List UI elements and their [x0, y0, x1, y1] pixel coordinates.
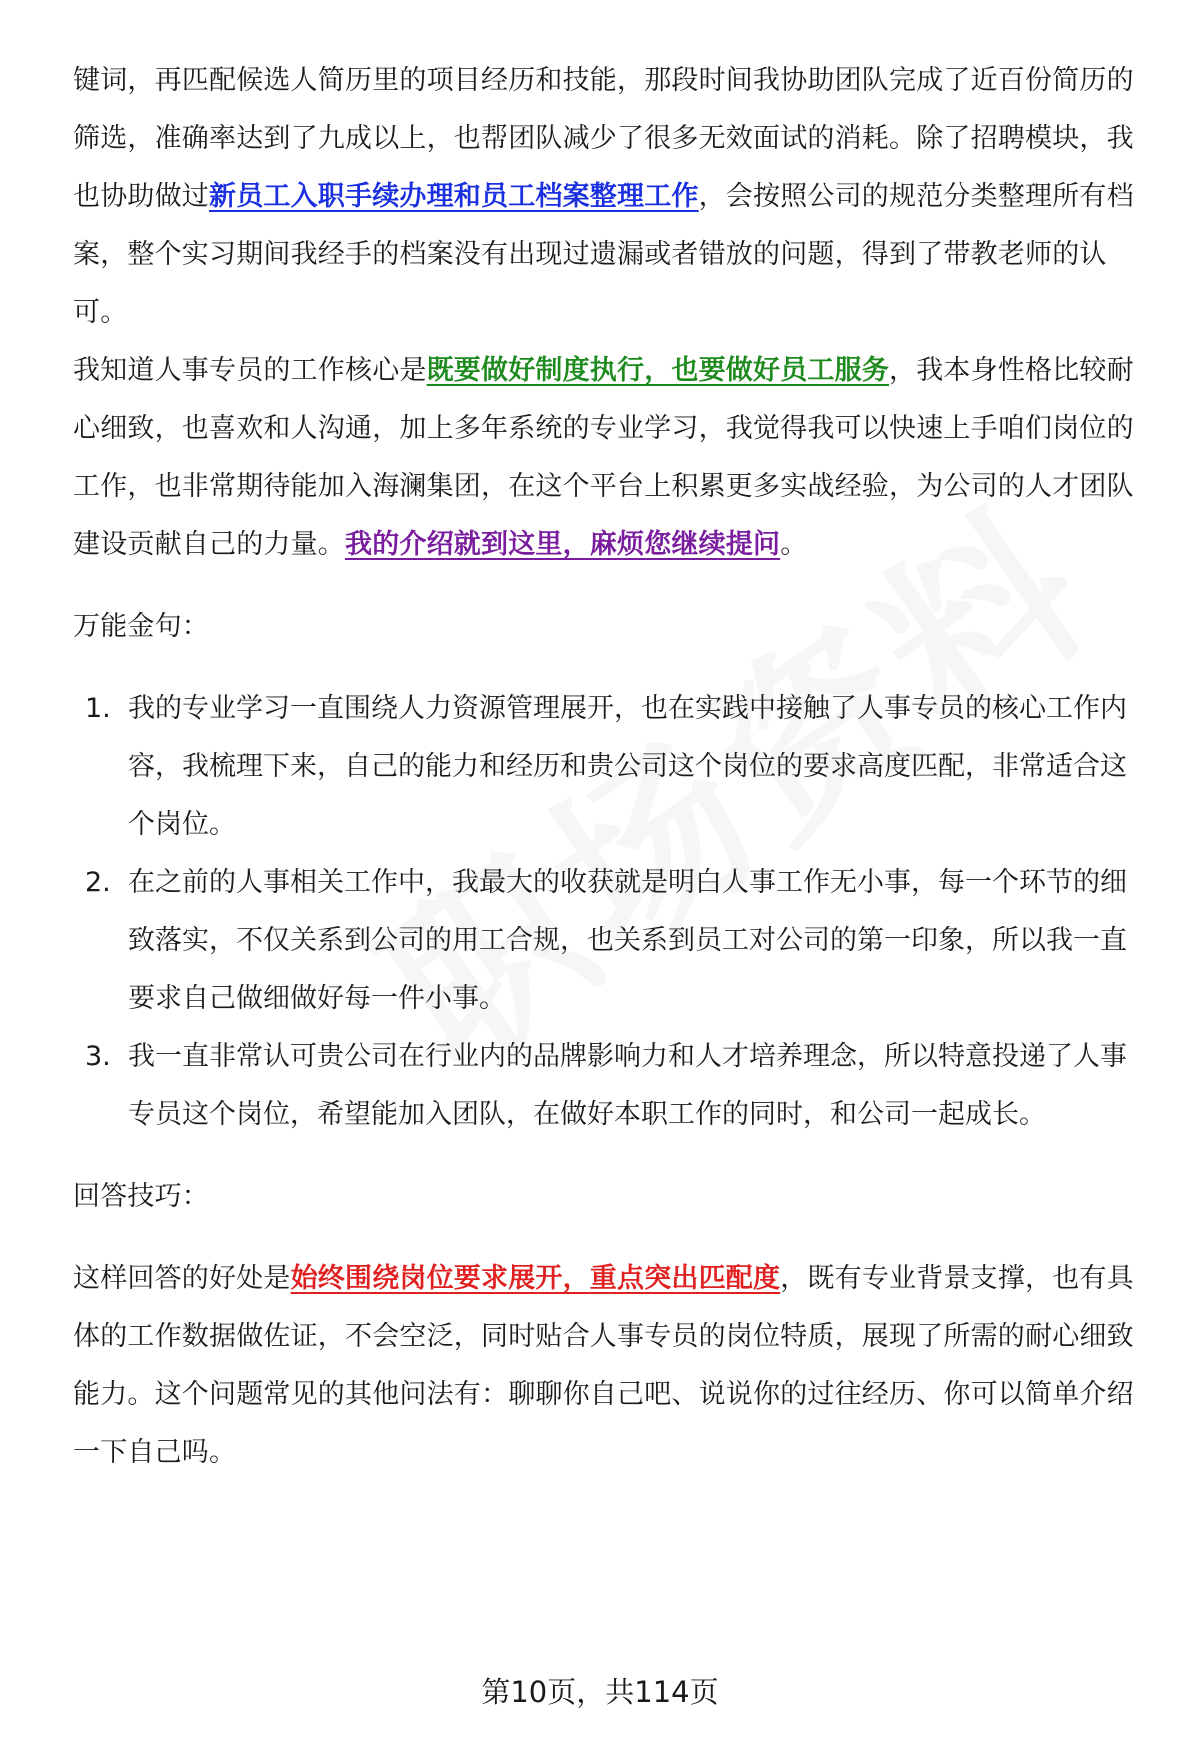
text-run: ，既有专业背景支撑，也有具体的工作数据做佐证，不会空泛，同时贴合人事专员的岗位特质，展现了所需的耐心细致能力。这个问题常见的其他问法有：聊聊你自己吧、说说你的过往经历、你可以简单介绍一下自己吗。	[73, 1263, 1134, 1468]
highlight-purple: 我的介绍就到这里，麻烦您继续提问	[345, 529, 781, 560]
document-body	[73, 52, 1148, 1482]
page-footer: 第10页，共114页	[481, 1675, 719, 1709]
text-run: 我知道人事专员的工作核心是	[73, 355, 427, 386]
list-item	[73, 854, 1148, 1028]
list-text: 我一直非常认可贵公司在行业内的品牌影响力和人才培养理念，所以特意投递了人事专员这个岗位，希望能加入团队，在做好本职工作的同时，和公司一起成长。	[128, 1041, 1127, 1130]
list-item	[73, 680, 1148, 854]
highlight-blue: 新员工入职手续办理和员工档案整理工作	[209, 181, 699, 212]
list-number: 2.	[85, 867, 111, 898]
tips-heading: 回答技巧：	[73, 1181, 209, 1212]
list-text: 我的专业学习一直围绕人力资源管理展开，也在实践中接触了人事专员的核心工作内容，我梳理下来，自己的能力和经历和贵公司这个岗位的要求高度匹配，非常适合这个岗位。	[128, 693, 1127, 840]
golden-list	[73, 680, 1148, 1144]
text-run: ，我本身性格比较耐心细致，也喜欢和人沟通，加上多年系统的专业学习，我觉得我可以快速上手咱们岗位的工作，也非常期待能加入海澜集团，在这个平台上积累更多实战经验，为公司的人才团队建设贡献自己的力量。	[73, 355, 1134, 560]
highlight-red: 始终围绕岗位要求展开，重点突出匹配度	[290, 1263, 781, 1294]
list-number: 1.	[85, 693, 111, 724]
golden-heading: 万能金句：	[73, 611, 209, 642]
highlight-green: 既要做好制度执行，也要做好员工服务	[426, 355, 890, 386]
text-run: ，会按照公司的规范分类整理所有档案，整个实习期间我经手的档案没有出现过遗漏或者错放的问题，得到了带教老师的认可。	[73, 181, 1134, 328]
list-number: 3.	[85, 1041, 111, 1072]
list-text: 在之前的人事相关工作中，我最大的收获就是明白人事工作无小事，每一个环节的细致落实，不仅关系到公司的用工合规，也关系到员工对公司的第一印象，所以我一直要求自己做细做好每一件小事。	[128, 867, 1127, 1014]
text-run: 键词，再匹配候选人简历里的项目经历和技能，那段时间我协助团队完成了近百份简历的筛选，准确率达到了九成以上，也帮团队减少了很多无效面试的消耗。除了招聘模块，我也协助做过	[73, 65, 1134, 212]
intro-paragraph-1	[73, 52, 1148, 342]
intro-paragraph-2	[73, 342, 1148, 574]
text-run: 。	[780, 529, 808, 560]
text-run: 这样回答的好处是	[73, 1263, 291, 1294]
tips-paragraph	[73, 1250, 1148, 1482]
list-item	[73, 1028, 1148, 1144]
